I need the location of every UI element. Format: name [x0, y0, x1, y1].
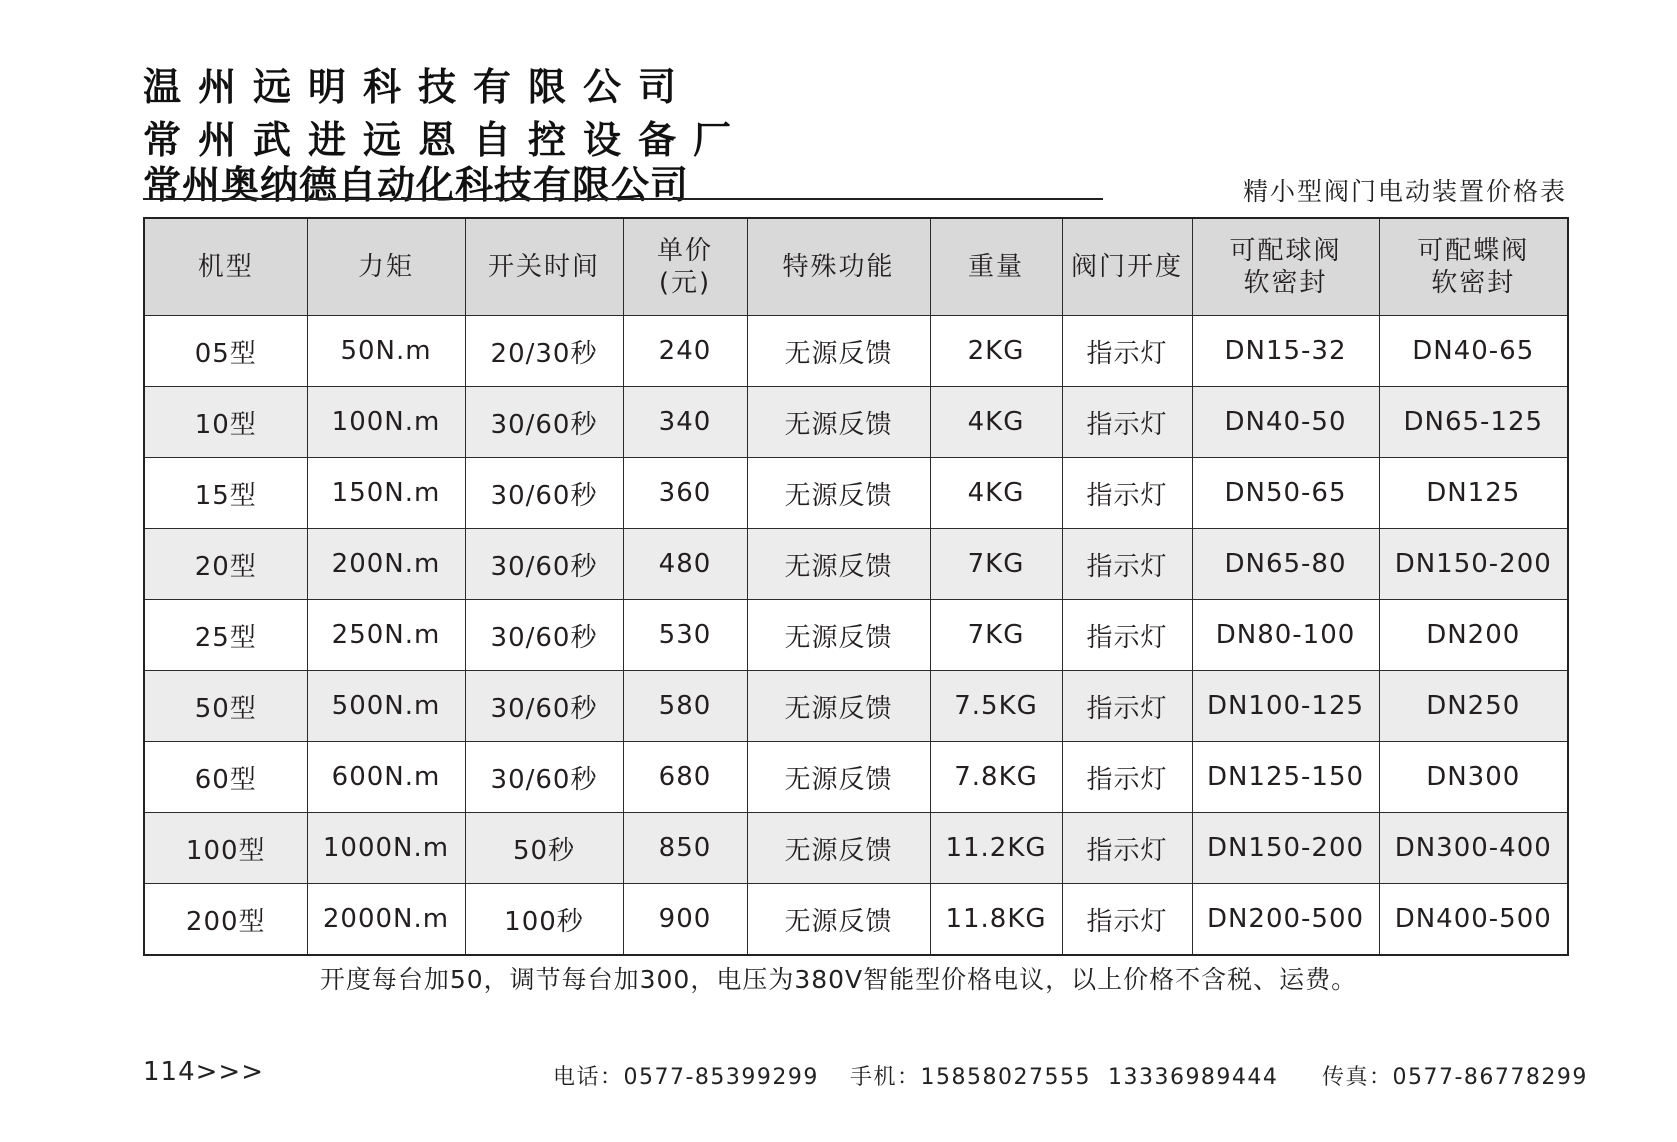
- table-cell: 30/60秒: [465, 742, 623, 813]
- table-cell: 250N.m: [307, 600, 465, 671]
- table-cell: 240: [623, 316, 747, 387]
- table-cell: 10型: [144, 387, 307, 458]
- column-header-line: 力矩: [357, 252, 414, 282]
- table-cell: 15型: [144, 458, 307, 529]
- table-cell: 20/30秒: [465, 316, 623, 387]
- table-cell: 25型: [144, 600, 307, 671]
- page-number: 114>>>: [143, 1057, 264, 1087]
- table-cell: DN65-125: [1379, 387, 1568, 458]
- table-cell: DN150-200: [1379, 529, 1568, 600]
- table-row: [144, 387, 1568, 458]
- table-cell: 150N.m: [307, 458, 465, 529]
- column-header: [623, 218, 747, 316]
- table-cell: 500N.m: [307, 671, 465, 742]
- table-cell: DN150-200: [1192, 813, 1379, 884]
- table-cell: 11.2KG: [930, 813, 1062, 884]
- column-header-line: 特殊功能: [782, 252, 895, 282]
- table-cell: 无源反馈: [747, 458, 930, 529]
- table-cell: DN15-32: [1192, 316, 1379, 387]
- column-header-line: (元): [658, 268, 712, 298]
- header-rule: [143, 198, 1103, 200]
- table-row: [144, 742, 1568, 813]
- table-cell: 指示灯: [1062, 600, 1192, 671]
- column-header: [1379, 218, 1568, 316]
- table-cell: 指示灯: [1062, 813, 1192, 884]
- price-note: 开度每台加50，调节每台加300，电压为380V智能型价格电议，以上价格不含税、运费。: [319, 965, 1358, 994]
- table-cell: 580: [623, 671, 747, 742]
- column-header: [144, 218, 307, 316]
- table-cell: 50秒: [465, 813, 623, 884]
- table-row: [144, 884, 1568, 956]
- table-cell: 340: [623, 387, 747, 458]
- table-cell: DN40-65: [1379, 316, 1568, 387]
- table-cell: 无源反馈: [747, 813, 930, 884]
- table-cell: 100型: [144, 813, 307, 884]
- column-header-line: 单价: [656, 236, 713, 266]
- table-cell: 05型: [144, 316, 307, 387]
- column-header-line: 阀门开度: [1070, 252, 1183, 282]
- table-cell: DN200: [1379, 600, 1568, 671]
- table-cell: 11.8KG: [930, 884, 1062, 956]
- table-cell: 30/60秒: [465, 600, 623, 671]
- table-cell: DN100-125: [1192, 671, 1379, 742]
- table-cell: DN50-65: [1192, 458, 1379, 529]
- column-header: [307, 218, 465, 316]
- table-cell: 60型: [144, 742, 307, 813]
- column-header-line: 开关时间: [487, 252, 600, 282]
- column-header-line: 软密封: [1431, 268, 1516, 298]
- column-header-line: 重量: [967, 252, 1024, 282]
- table-cell: 4KG: [930, 458, 1062, 529]
- table-row: [144, 813, 1568, 884]
- column-header-line: 可配球阀: [1229, 236, 1342, 266]
- table-cell: 20型: [144, 529, 307, 600]
- table-cell: 7.5KG: [930, 671, 1062, 742]
- price-table: [143, 217, 1569, 956]
- table-cell: DN200-500: [1192, 884, 1379, 956]
- table-cell: 指示灯: [1062, 387, 1192, 458]
- table-cell: 指示灯: [1062, 316, 1192, 387]
- column-header: [1192, 218, 1379, 316]
- table-cell: 7KG: [930, 529, 1062, 600]
- table-cell: 无源反馈: [747, 671, 930, 742]
- table-cell: 无源反馈: [747, 316, 930, 387]
- fax: 传真：0577-86778299: [1322, 1065, 1588, 1090]
- table-cell: 2KG: [930, 316, 1062, 387]
- company-name-2: 常州武进远恩自控设备厂: [143, 118, 749, 162]
- table-cell: 无源反馈: [747, 529, 930, 600]
- table-cell: 100N.m: [307, 387, 465, 458]
- table-row: [144, 600, 1568, 671]
- telephone: 电话：0577-85399299: [553, 1065, 819, 1090]
- table-cell: DN400-500: [1379, 884, 1568, 956]
- table-cell: DN80-100: [1192, 600, 1379, 671]
- price-list-title: 精小型阀门电动装置价格表: [1242, 177, 1567, 206]
- table-cell: 480: [623, 529, 747, 600]
- table-cell: 530: [623, 600, 747, 671]
- table-cell: 680: [623, 742, 747, 813]
- table-cell: 50型: [144, 671, 307, 742]
- table-cell: 4KG: [930, 387, 1062, 458]
- table-row: [144, 316, 1568, 387]
- mobile-phone: 手机：15858027555 13336989444: [850, 1065, 1279, 1090]
- table-cell: 360: [623, 458, 747, 529]
- table-cell: 指示灯: [1062, 884, 1192, 956]
- table-cell: 指示灯: [1062, 529, 1192, 600]
- table-cell: 50N.m: [307, 316, 465, 387]
- table-cell: 指示灯: [1062, 458, 1192, 529]
- table-row: [144, 529, 1568, 600]
- table-cell: 850: [623, 813, 747, 884]
- table-cell: 无源反馈: [747, 884, 930, 956]
- table-cell: 200型: [144, 884, 307, 956]
- table-cell: DN65-80: [1192, 529, 1379, 600]
- column-header: [465, 218, 623, 316]
- table-cell: DN250: [1379, 671, 1568, 742]
- table-cell: DN300-400: [1379, 813, 1568, 884]
- table-body: [144, 316, 1568, 956]
- table-cell: 无源反馈: [747, 387, 930, 458]
- column-header: [747, 218, 930, 316]
- table-cell: DN125: [1379, 458, 1568, 529]
- company-name-1: 温州远明科技有限公司: [143, 65, 694, 109]
- table-cell: 2000N.m: [307, 884, 465, 956]
- table-cell: 无源反馈: [747, 742, 930, 813]
- table-cell: 1000N.m: [307, 813, 465, 884]
- table-cell: DN300: [1379, 742, 1568, 813]
- table-cell: 无源反馈: [747, 600, 930, 671]
- column-header: [1062, 218, 1192, 316]
- table-cell: 30/60秒: [465, 529, 623, 600]
- table-cell: 30/60秒: [465, 387, 623, 458]
- table-cell: 30/60秒: [465, 671, 623, 742]
- table-cell: 200N.m: [307, 529, 465, 600]
- column-header-line: 软密封: [1243, 268, 1328, 298]
- table-cell: 30/60秒: [465, 458, 623, 529]
- table-row: [144, 671, 1568, 742]
- table-cell: 指示灯: [1062, 742, 1192, 813]
- table-cell: 600N.m: [307, 742, 465, 813]
- table-cell: 指示灯: [1062, 671, 1192, 742]
- column-header: [930, 218, 1062, 316]
- table-cell: DN40-50: [1192, 387, 1379, 458]
- table-header: [144, 218, 1568, 316]
- column-header-line: 机型: [197, 252, 254, 282]
- company-name-3: 常州奥纳德自动化科技有限公司: [143, 163, 690, 207]
- table-cell: DN125-150: [1192, 742, 1379, 813]
- table-row: [144, 458, 1568, 529]
- table-cell: 900: [623, 884, 747, 956]
- column-header-line: 可配蝶阀: [1417, 236, 1530, 266]
- table-cell: 7.8KG: [930, 742, 1062, 813]
- table-cell: 7KG: [930, 600, 1062, 671]
- table-cell: 100秒: [465, 884, 623, 956]
